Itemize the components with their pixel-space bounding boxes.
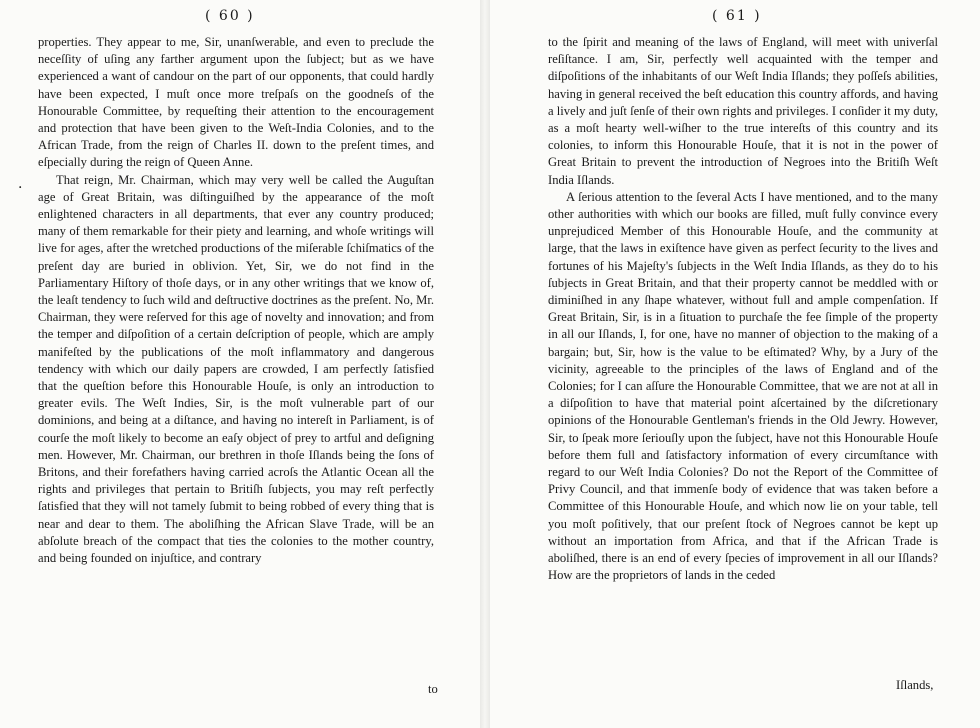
right-paragraph-1: to the ſpirit and meaning of the laws of England, will meet with univerſal reſiſtance. I am, Sir, perfectly well acquainted with the temper and diſpoſitions of the inhabitants of our Weſt India Iſlands; they poſſeſs abilities, having in general received the beſt education this country affords, and having a lively and juſt ſenſe of their own rights and privileges. I conſider it my duty, as a moſt hearty well-wiſher to the true intereſts of this country and its colonies, to inform this Honourable Houſe, that it is not in the power of Great Britain to prevent the introduction of Negroes into the Britiſh Weſt India Iſlands. bbox=[548, 35, 938, 187]
right-page-text bbox=[548, 34, 938, 585]
margin-mark: · bbox=[18, 180, 23, 196]
left-page-text bbox=[38, 34, 434, 567]
left-catchword: to bbox=[428, 682, 438, 696]
left-page bbox=[0, 0, 480, 728]
left-paragraph-2: That reign, Mr. Chairman, which may very well be called the Auguſtan age of Great Britain, was diſtinguiſhed by the appearance of the moſt enlightened characters in all departments, that ever any country produced; many of them remarkable for their piety and learning, and whoſe writings will live for ages, after the wretched productions of the miſerable ſchiſmatics of the preſent day are buried in oblivion. Yet, Sir, we do not find in the Parliamentary Hiſtory of thoſe days, or in any other writings that we know of, the leaſt tendency to ſuch wild and deſtructive doctrines as the preſent. No, Mr. Chairman, they were reſerved for this age of novelty and innovation; and from the temper and diſpoſition of a certain deſcription of people, which are amply manifeſted by the publications of the moſt inflammatory and dangerous tendency with which our daily papers are crowded, I am perfectly ſatisfied that the queſtion before this Honourable Houſe, is only an introduction to greater evils. The Weſt Indies, Sir, is the moſt vulnerable part of our dominions, and being at a diſtance, and having no intereſt in Parliament, is of courſe the moſt likely to become an eaſy object of prey to artful and deſigning men. However, Mr. Chairman, our brethren in thoſe Iſlands being the ſons of Britons, and their forefathers having carried acroſs the Atlantic Ocean all the rights and privileges that pertain to Britiſh ſubjects, you may reſt perfectly ſatisfied that they will not tamely ſubmit to being robbed of every thing that is near and dear to them. The aboliſhing the African Slave Trade, will be an abſolute breach of the compact that ties the colonies to the mother country, and being founded on injuſtice, and contrary bbox=[38, 172, 434, 566]
right-catchword: Iſlands, bbox=[896, 678, 934, 692]
book-gutter bbox=[480, 0, 490, 728]
left-paragraph-1: properties. They appear to me, Sir, unanſwerable, and even to preclude the neceſſity of uſing any farther argument upon the ſubject; but as we have experienced a want of candour on the part of our opponents, that could hardly have been expected, I muſt once more treſpaſs on the goodneſs of the Honourable Committee, by requeſting their attention to the encouragement and protection that have been given to the Weſt-India Colonies, and to the African Trade, from the reign of Charles II. down to the preſent times, and eſpecially during the reign of Queen Anne. bbox=[38, 35, 434, 170]
right-page-number: ( 61 ) bbox=[712, 8, 762, 24]
right-paragraph-2: A ſerious attention to the ſeveral Acts I have mentioned, and to the many other authorities with which our books are filled, muſt fully convince every unprejudiced Member of this Honourable Houſe, and the community at large, that the laws in exiſtence have given as perfect ſecurity to the lives and fortunes of his Majeſty's ſubjects in the Weſt India Iſlands, as they do to his ſubjects in Great Britain, and that their property cannot be meddled with or diminiſhed in any ſhape whatever, without full and ample compenſation. If Great Britain, Sir, is in a ſituation to purchaſe the fee ſimple of the property in all our Iſlands, I, for one, have no manner of objection to the making of a bargain; but, Sir, how is the value to be eſtimated? Why, by a Jury of the vicinity, agreeable to the principles of the laws of England and of the Colonies; for I can aſſure the Honourable Committee, that we are not at all in a diſpoſition to have that material point aſcertained by the diſcretionary opinions of the Honourable Gentleman's friends in the Old Jewry. However, Sir, to ſpeak more ſeriouſly upon the ſubject, have not this Honourable Houſe before them full and ſatisfactory information of every circumſtance with regard to our Weſt India Colonies? Do not the Report of the Committee of Privy Council, and that immenſe body of evidence that was taken before a Committee of this Honourable Houſe, and which now lie on your table, tell you moſt poſitively, that our preſent ſtock of Negroes cannot be kept up without an importation from Africa, and that if the African Trade is aboliſhed, there is an end of every ſpecies of improvement in all our Iſlands? How are the proprietors of lands in the ceded bbox=[548, 189, 938, 583]
right-page bbox=[490, 0, 980, 728]
left-page-number: ( 60 ) bbox=[205, 8, 255, 24]
